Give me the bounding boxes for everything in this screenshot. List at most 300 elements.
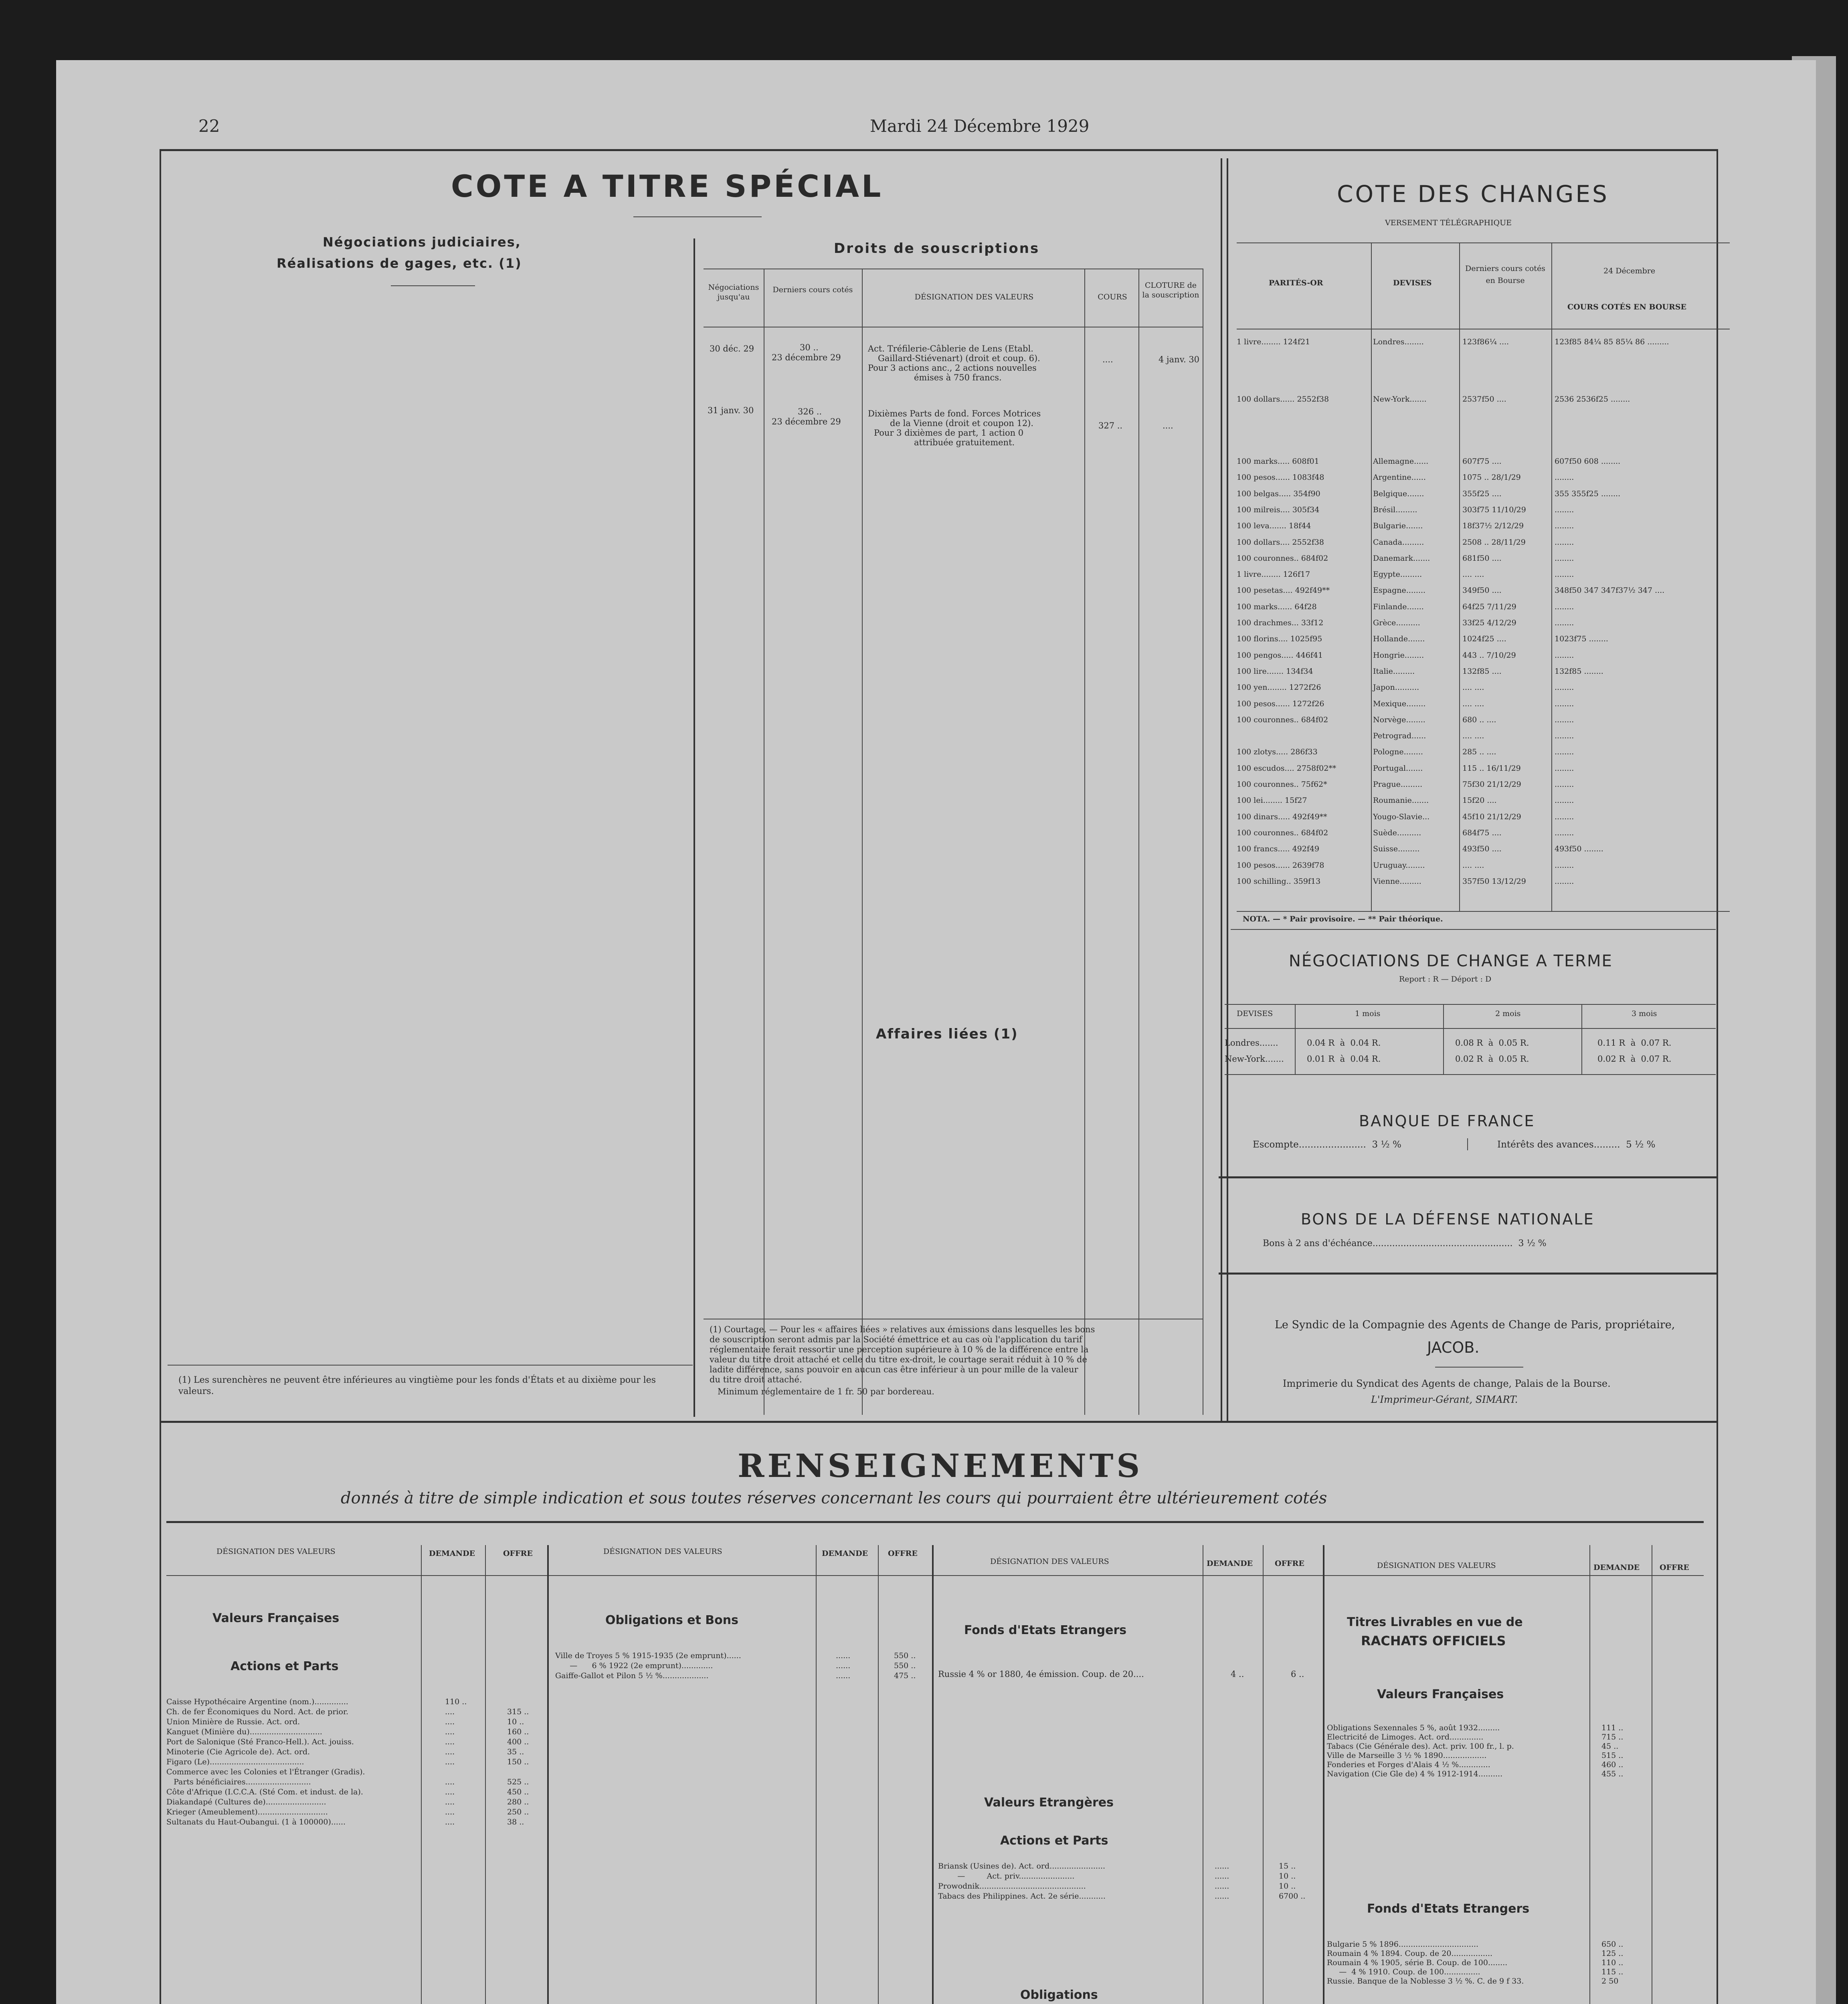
changes-row-cours: 607f50 608 ........ — [1555, 457, 1621, 466]
changes-row-cours: ........ — [1555, 764, 1574, 773]
c2-row-demande: ...... — [836, 1651, 851, 1660]
renseignements-title: RENSEIGNEMENTS — [738, 1447, 1143, 1485]
c4-row-name: Tabacs (Cie Générale des). Act. priv. 100 fr., l. p. — [1327, 1742, 1514, 1751]
c4-header-demande: DEMANDE — [1593, 1563, 1640, 1572]
changes-row-parite: 100 francs..... 492f49 — [1237, 844, 1320, 853]
changes-row-devise: New-York....... — [1373, 395, 1427, 404]
c1-row-name: Minoterie (Cie Agricole de). Act. ord. — [166, 1747, 310, 1756]
c4-heading-titres: Titres Livrables en vue de — [1347, 1615, 1523, 1629]
changes-row-dernier: 357f50 13/12/29 — [1462, 877, 1526, 886]
changes-col-div-2 — [1459, 242, 1460, 911]
c1-row-offre: 35 .. — [507, 1747, 524, 1756]
c1-row-offre: 280 .. — [507, 1798, 529, 1806]
changes-row-parite: 100 dollars.... 2552f38 — [1237, 538, 1324, 547]
changes-col-div-1 — [1371, 242, 1372, 911]
changes-row-devise: Yougo-Slavie... — [1373, 812, 1430, 821]
rens-col-div-3 — [1323, 1545, 1324, 2004]
c2-o-div — [878, 1545, 879, 2004]
c1-header-offre: OFFRE — [503, 1549, 533, 1558]
c4-row-name: Obligations Sexennales 5 %, août 1932......... — [1327, 1723, 1500, 1732]
changes-row-devise: Bulgarie....... — [1373, 521, 1423, 530]
terme-col-2mois: 2 mois — [1495, 1009, 1521, 1018]
c1-row-demande: .... — [445, 1737, 455, 1746]
c1-header-desig: DÉSIGNATION DES VALEURS — [216, 1547, 336, 1556]
changes-row-parite: 100 yen........ 1272f26 — [1237, 683, 1321, 692]
changes-row-parite: 100 marks..... 608f01 — [1237, 457, 1319, 466]
c1-row-name: Figaro (Le)....................................... — [166, 1758, 304, 1766]
c1-row-demande: .... — [445, 1808, 455, 1816]
changes-title: COTE DES CHANGES — [1337, 180, 1609, 208]
changes-row-devise: Prague......... — [1373, 780, 1423, 789]
changes-row-cours: ........ — [1555, 602, 1574, 611]
c1-heading-valeurs: Valeurs Françaises — [212, 1611, 340, 1625]
c2-header-offre: OFFRE — [888, 1549, 918, 1558]
c3-action-row-name: — Act. priv....................... — [938, 1872, 1075, 1881]
c2-row-name: Gaiffe-Gallot et Pilon 5 ½ %................... — [555, 1671, 709, 1680]
changes-row-dernier: 1024f25 .... — [1462, 634, 1506, 643]
changes-row-cours: ........ — [1555, 747, 1574, 756]
terme-header-bottom — [1225, 1028, 1716, 1029]
droits-row-2-desig-1: Dixièmes Parts de fond. Forces Motrices — [868, 409, 1041, 418]
droits-row-1-last-date: 23 décembre 29 — [772, 353, 841, 362]
changes-row-devise: Londres........ — [1373, 337, 1424, 346]
changes-row-cours: 355 355f25 ........ — [1555, 489, 1621, 498]
c1-row-offre: 525 .. — [507, 1778, 529, 1786]
changes-row-cours: ........ — [1555, 651, 1574, 660]
changes-col-devises: DEVISES — [1393, 279, 1432, 287]
changes-row-cours: ........ — [1555, 473, 1574, 482]
c2-row-name: Ville de Troyes 5 % 1915-1935 (2e emprunt)...... — [555, 1651, 741, 1660]
droits-row-1-desig-4: émises à 750 francs. — [914, 373, 1002, 382]
c4-header-desig: DÉSIGNATION DES VALEURS — [1377, 1561, 1496, 1570]
changes-row-dernier: 115 .. 16/11/29 — [1462, 764, 1521, 773]
droits-col-cours: COURS — [1098, 293, 1127, 301]
changes-row-parite: 100 couronnes.. 684f02 — [1237, 554, 1328, 563]
changes-row-parite: 1 livre........ 126f17 — [1237, 570, 1310, 579]
changes-row-devise: Danemark....... — [1373, 554, 1430, 563]
changes-row-devise: Portugal....... — [1373, 764, 1423, 773]
changes-row-parite: 100 milreis.... 305f34 — [1237, 505, 1320, 514]
c4-row-demande: 45 .. — [1601, 1742, 1619, 1751]
changes-nota: NOTA. — * Pair provisoire. — ** Pair théorique. — [1243, 915, 1443, 923]
c4-fonds-row-demande: 115 .. — [1601, 1968, 1624, 1976]
changes-row-devise: Hollande....... — [1373, 634, 1425, 643]
c4-fonds-row-name: Roumain 4 % 1894. Coup. de 20................. — [1327, 1949, 1493, 1958]
c3-russie-name: Russie 4 % or 1880, 4e émission. Coup. de 20.... — [938, 1669, 1144, 1679]
droits-row-1-desig-2: Gaillard-Stiévenart) (droit et coup. 6). — [878, 354, 1040, 363]
terme-row-1-2mois: 0.08 R à 0.05 R. — [1455, 1038, 1529, 1048]
changes-row-devise: Vienne......... — [1373, 877, 1421, 886]
c4-d-div — [1589, 1545, 1590, 2004]
rens-col-div-1 — [547, 1545, 549, 2004]
changes-row-devise: Grèce.......... — [1373, 618, 1420, 627]
changes-row-parite: 100 pesetas.... 492f49** — [1237, 586, 1330, 595]
changes-row-parite: 100 pesos...... 1083f48 — [1237, 473, 1324, 482]
c1-o-div — [485, 1545, 486, 2004]
changes-row-dernier: 33f25 4/12/29 — [1462, 618, 1516, 627]
changes-row-devise: Espagne........ — [1373, 586, 1426, 595]
changes-row-devise: Finlande....... — [1373, 602, 1424, 611]
rens-col-div-2 — [932, 1545, 934, 2004]
c1-row-offre: 160 .. — [507, 1727, 529, 1736]
droits-left-rule — [694, 238, 695, 1417]
negociations-line-2: Réalisations de gages, etc. (1) — [277, 256, 522, 271]
changes-row-parite: 100 escudos.... 2758f02** — [1237, 764, 1336, 773]
courtage-line-1: (1) Courtage. — Pour les « affaires liées » relatives aux émissions dans lesquelles les bons — [710, 1325, 1095, 1334]
left-rule — [160, 149, 161, 2004]
changes-row-cours: 493f50 ........ — [1555, 844, 1603, 853]
c1-row-demande: .... — [445, 1758, 455, 1766]
footnote-rule — [168, 1365, 693, 1366]
changes-row-dernier: .... .... — [1462, 570, 1484, 579]
changes-row-devise: Argentine...... — [1373, 473, 1426, 482]
changes-row-parite: 100 belgas..... 354f90 — [1237, 489, 1320, 498]
c3-heading-valeurs-etrangeres: Valeurs Etrangères — [984, 1796, 1114, 1810]
changes-row-dernier: 355f25 .... — [1462, 489, 1502, 498]
terme-col-div-2 — [1443, 1004, 1444, 1074]
terme-row-2-1mois: 0.01 R à 0.04 R. — [1307, 1054, 1381, 1064]
changes-row-cours: 123f85 84¼ 85 85¼ 86 ......... — [1555, 337, 1669, 346]
c1-row-demande: .... — [445, 1707, 455, 1716]
c1-row-demande: .... — [445, 1788, 455, 1796]
changes-row-dernier: 1075 .. 28/1/29 — [1462, 473, 1521, 482]
droits-row-2-cours: 327 .. — [1098, 421, 1123, 430]
c2-row-offre: 475 .. — [894, 1671, 916, 1680]
surencheres-footnote: (1) Les surenchères ne peuvent être inférieures au vingtième pour les fonds d'États et au dixième pour les valeurs. — [178, 1375, 656, 1396]
changes-table-bottom — [1237, 911, 1730, 912]
changes-row-dernier: 18f37½ 2/12/29 — [1462, 521, 1524, 530]
changes-col-date: 24 Décembre — [1603, 267, 1656, 275]
c1-row-offre: 250 .. — [507, 1808, 529, 1816]
c1-header-demande: DEMANDE — [429, 1549, 475, 1558]
droits-row-2-date: 31 janv. 30 — [708, 406, 754, 415]
c1-row-offre: 450 .. — [507, 1788, 529, 1796]
droits-title: Droits de souscriptions — [834, 240, 1040, 257]
banque-rule — [1219, 1176, 1718, 1178]
changes-row-cours: ........ — [1555, 780, 1574, 789]
droits-row-1-desig-3: Pour 3 actions anc., 2 actions nouvelles — [868, 363, 1037, 373]
changes-row-dernier: 684f75 .... — [1462, 828, 1502, 837]
changes-row-dernier: 2508 .. 28/11/29 — [1462, 538, 1526, 547]
changes-col-div-3 — [1551, 242, 1552, 911]
terme-col-div-1 — [1295, 1004, 1296, 1074]
c1-row-offre: 38 .. — [507, 1818, 524, 1826]
c1-row-name: Caisse Hypothécaire Argentine (nom.).............. — [166, 1697, 348, 1706]
changes-row-dernier: 2537f50 .... — [1462, 395, 1506, 404]
changes-subtitle: VERSEMENT TÉLÉGRAPHIQUE — [1385, 218, 1512, 227]
changes-row-parite: 100 lire....... 134f34 — [1237, 667, 1313, 676]
c3-action-row-name: Prowodnik............................................ — [938, 1882, 1086, 1891]
c3-action-row-demande: ...... — [1215, 1862, 1229, 1871]
changes-row-cours: 2536 2536f25 ........ — [1555, 395, 1630, 404]
c4-fonds-row-name: Bulgarie 5 % 1896................................. — [1327, 1940, 1479, 1949]
terme-col-3mois: 3 mois — [1632, 1009, 1657, 1018]
c4-fonds-row-demande: 110 .. — [1601, 1958, 1624, 1967]
changes-row-dernier: 680 .. .... — [1462, 715, 1496, 724]
c3-action-row-demande: ...... — [1215, 1892, 1229, 1901]
c3-action-row-offre: 10 .. — [1279, 1882, 1296, 1891]
changes-row-dernier: .... .... — [1462, 683, 1484, 692]
terme-col-1mois: 1 mois — [1355, 1009, 1381, 1018]
changes-row-devise: Canada......... — [1373, 538, 1424, 547]
changes-col-derniers: Derniers cours cotés en Bourse — [1465, 264, 1545, 285]
changes-row-parite: 100 dinars..... 492f49** — [1237, 812, 1327, 821]
c4-row-name: Navigation (Cie Gle de) 4 % 1912-1914.......... — [1327, 1770, 1503, 1778]
changes-row-parite: 100 florins.... 1025f95 — [1237, 634, 1322, 643]
changes-row-devise: Hongrie........ — [1373, 651, 1424, 660]
changes-row-cours: ........ — [1555, 699, 1574, 708]
terme-row-2-3mois: 0.02 R à 0.07 R. — [1597, 1054, 1672, 1064]
changes-row-parite: 100 leva....... 18f44 — [1237, 521, 1311, 530]
c1-d-div — [421, 1545, 422, 2004]
c3-russie-offre: 6 .. — [1291, 1669, 1304, 1679]
changes-row-cours: ........ — [1555, 570, 1574, 579]
droits-col-cloture: CLOTURE de la souscription — [1142, 281, 1199, 299]
c1-row-offre: 400 .. — [507, 1737, 529, 1746]
courtage-line-4: valeur du titre droit attaché et celle du titre ex-droit, le courtage serait réduit à 10 % de — [710, 1355, 1087, 1364]
terme-row-2-devise: New-York....... — [1225, 1054, 1284, 1064]
changes-row-dernier: 45f10 21/12/29 — [1462, 812, 1521, 821]
c1-row-name: Ch. de fer Économiques du Nord. Act. de prior. — [166, 1707, 348, 1716]
c2-d-div — [816, 1545, 817, 2004]
droits-col-derniers: Derniers cours cotés — [772, 285, 853, 294]
changes-header-top — [1237, 242, 1730, 243]
banque-escompte: Escompte....................... 3 ½ % — [1253, 1139, 1401, 1150]
c3-action-row-demande: ...... — [1215, 1872, 1229, 1881]
cote-special-title: COTE A TITRE SPÉCIAL — [451, 168, 884, 204]
c1-row-offre: 150 .. — [507, 1758, 529, 1766]
changes-row-devise: Suède.......... — [1373, 828, 1421, 837]
changes-row-cours: ........ — [1555, 828, 1574, 837]
changes-row-dernier: 303f75 11/10/29 — [1462, 505, 1526, 514]
c4-row-demande: 515 .. — [1601, 1751, 1624, 1760]
droits-row-2-desig-3: Pour 3 dixièmes de part, 1 action 0 — [874, 428, 1024, 438]
changes-row-devise: Roumanie....... — [1373, 796, 1429, 805]
changes-row-devise: Suisse......... — [1373, 844, 1420, 853]
c3-header-desig: DÉSIGNATION DES VALEURS — [990, 1557, 1109, 1566]
changes-row-parite: 100 couronnes.. 684f02 — [1237, 715, 1328, 724]
c3-action-row-offre: 6700 .. — [1279, 1892, 1306, 1901]
right-rule — [1717, 149, 1718, 2004]
c1-heading-actions: Actions et Parts — [230, 1659, 339, 1673]
c1-row-demande: .... — [445, 1717, 455, 1726]
droits-row-2-desig-4: attribuée gratuitement. — [914, 438, 1015, 447]
droits-row-1-date: 30 déc. 29 — [710, 344, 754, 354]
droits-row-1-last: 30 .. — [800, 343, 819, 352]
changes-row-cours: ........ — [1555, 538, 1574, 547]
c4-row-name: Ville de Marseille 3 ½ % 1890.................. — [1327, 1751, 1487, 1760]
c1-row-name: Diakandapé (Cultures de)......................... — [166, 1798, 326, 1806]
title-underline — [633, 216, 762, 217]
courtage-line-3: réglementaire ferait ressortir une perception supérieure à 10 % de la différence entre la — [710, 1345, 1089, 1354]
changes-row-dernier: 132f85 .... — [1462, 667, 1502, 676]
c3-header-offre: OFFRE — [1275, 1559, 1304, 1568]
c4-heading-rachats: RACHATS OFFICIELS — [1361, 1633, 1506, 1648]
c2-row-offre: 550 .. — [894, 1661, 916, 1670]
droits-row-2-cloture: .... — [1163, 421, 1173, 430]
changes-row-cours: ........ — [1555, 861, 1574, 870]
changes-row-devise: Brésil......... — [1373, 505, 1417, 514]
changes-row-devise: Pologne........ — [1373, 747, 1423, 756]
changes-row-parite: 100 drachmes... 33f12 — [1237, 618, 1324, 627]
c3-action-row-offre: 15 .. — [1279, 1862, 1296, 1871]
c3-heading-obligations: Obligations — [1020, 1988, 1098, 2002]
terme-header-top — [1225, 1004, 1716, 1005]
bons-rule — [1219, 1273, 1718, 1275]
changes-divider-2 — [1227, 158, 1228, 1421]
bons-line: Bons à 2 ans d'échéance.................................................. 3 ½ % — [1263, 1238, 1547, 1248]
changes-row-devise: Belgique....... — [1373, 489, 1424, 498]
changes-row-cours: 348f50 347 347f37½ 347 .... — [1555, 586, 1665, 595]
c4-fonds-row-name: — 4 % 1910. Coup. de 100............... — [1327, 1968, 1480, 1976]
terme-title: NÉGOCIATIONS DE CHANGE A TERME — [1289, 952, 1613, 970]
changes-row-cours: ........ — [1555, 618, 1574, 627]
courtage-line-7: Minimum réglementaire de 1 fr. 50 par bordereau. — [718, 1387, 934, 1396]
c1-row-name: Sultanats du Haut-Oubangui. (1 à 100000)...... — [166, 1818, 346, 1826]
changes-row-dernier: 285 .. .... — [1462, 747, 1496, 756]
courtage-line-2: de souscription seront admis par la Société émettrice et au cas où l'application du tarif — [710, 1335, 1082, 1344]
c3-russie-demande: 4 .. — [1231, 1669, 1244, 1679]
syndic-line-2: Imprimerie du Syndicat des Agents de change, Palais de la Bourse. — [1283, 1378, 1611, 1389]
c2-header-demande: DEMANDE — [822, 1549, 868, 1558]
c1-row-demande: .... — [445, 1818, 455, 1826]
changes-row-devise: Japon.......... — [1373, 683, 1419, 692]
renseignements-subtitle: donnés à titre de simple indication et sous toutes réserves concernant les cours qui pourraient être ultérieurement cotés — [341, 1489, 1327, 1507]
rens-header-rule — [166, 1521, 1704, 1523]
changes-row-dernier: 75f30 21/12/29 — [1462, 780, 1521, 789]
c2-row-demande: ...... — [836, 1661, 851, 1670]
changes-row-devise: Egypte......... — [1373, 570, 1422, 579]
banque-avances: Intérêts des avances......... 5 ½ % — [1497, 1139, 1656, 1150]
c1-row-offre: 315 .. — [507, 1707, 529, 1716]
c1-row-offre: 10 .. — [507, 1717, 524, 1726]
changes-row-dernier: .... .... — [1462, 699, 1484, 708]
c2-row-offre: 550 .. — [894, 1651, 916, 1660]
droits-row-1-desig-1: Act. Tréfilerie-Câblerie de Lens (Etabl. — [868, 344, 1033, 354]
rens-subheader-rule — [166, 1575, 1704, 1576]
c1-row-name: Port de Salonique (Sté Franco-Hell.). Act. jouiss. — [166, 1737, 354, 1746]
banque-divider — [1467, 1138, 1468, 1150]
terme-row-1-devise: Londres....... — [1225, 1038, 1278, 1048]
c1-row-name: Kanguet (Minière du).............................. — [166, 1727, 322, 1736]
c1-row-name: Commerce avec les Colonies et l'Étranger (Gradis). — [166, 1768, 365, 1776]
c3-heading-fonds: Fonds d'Etats Etrangers — [964, 1623, 1127, 1637]
changes-row-devise: Petrograd...... — [1373, 731, 1426, 740]
changes-row-cours: 132f85 ........ — [1555, 667, 1603, 676]
terme-row-1-3mois: 0.11 R à 0.07 R. — [1597, 1038, 1672, 1048]
c3-heading-actions: Actions et Parts — [1000, 1834, 1108, 1848]
page-date: Mardi 24 Décembre 1929 — [870, 116, 1090, 136]
c4-fonds-row-name: Roumain 4 % 1905, série B. Coup. de 100........ — [1327, 1958, 1508, 1967]
c4-fonds-row-demande: 2 50 — [1601, 1977, 1619, 1986]
c4-heading-valeurs-francaises: Valeurs Françaises — [1377, 1687, 1504, 1701]
c3-o-div — [1263, 1545, 1264, 2004]
changes-row-cours: ........ — [1555, 505, 1574, 514]
changes-row-parite: 1 livre........ 124f21 — [1237, 337, 1310, 346]
changes-row-cours: ........ — [1555, 521, 1574, 530]
c4-row-demande: 455 .. — [1601, 1770, 1624, 1778]
page-number: 22 — [198, 116, 220, 136]
c1-row-demande: 110 .. — [445, 1697, 467, 1706]
c4-header-offre: OFFRE — [1660, 1563, 1689, 1572]
c2-row-name: — 6 % 1922 (2e emprunt)............. — [555, 1661, 713, 1670]
banque-title: BANQUE DE FRANCE — [1359, 1112, 1535, 1130]
c2-header-desig: DÉSIGNATION DES VALEURS — [603, 1547, 722, 1556]
syndic-line-1: Le Syndic de la Compagnie des Agents de Change de Paris, propriétaire, — [1275, 1319, 1675, 1331]
c1-row-demande: .... — [445, 1798, 455, 1806]
c4-row-demande: 460 .. — [1601, 1760, 1624, 1769]
droits-row-2-desig-2: de la Vienne (droit et coupon 12). — [890, 418, 1034, 428]
changes-row-dernier: 443 .. 7/10/29 — [1462, 651, 1516, 660]
changes-row-parite: 100 couronnes.. 684f02 — [1237, 828, 1328, 837]
changes-row-parite: 100 lei........ 15f27 — [1237, 796, 1307, 805]
c3-action-row-name: Tabacs des Philippines. Act. 2e série........... — [938, 1892, 1106, 1901]
c1-row-demande: .... — [445, 1747, 455, 1756]
changes-row-cours: 1023f75 ........ — [1555, 634, 1608, 643]
c4-fonds-row-name: Russie. Banque de la Noblesse 3 ½ %. C. de 9 f 33. — [1327, 1977, 1524, 1986]
syndic-name: JACOB. — [1427, 1339, 1480, 1356]
droits-row-1-cloture: 4 janv. 30 — [1159, 355, 1200, 364]
c3-action-row-demande: ...... — [1215, 1882, 1229, 1891]
c4-heading-fonds: Fonds d'Etats Etrangers — [1367, 1902, 1530, 1916]
changes-row-parite: 100 dollars...... 2552f38 — [1237, 395, 1329, 404]
changes-row-parite: 100 marks...... 64f28 — [1237, 602, 1317, 611]
droits-col-designation: DÉSIGNATION DES VALEURS — [914, 293, 1034, 301]
changes-row-dernier: 349f50 .... — [1462, 586, 1502, 595]
droits-col-divider-2 — [862, 269, 863, 1415]
c4-row-demande: 111 .. — [1601, 1723, 1624, 1732]
changes-divider — [1221, 158, 1222, 1421]
changes-row-dernier: 15f20 .... — [1462, 796, 1497, 805]
nota-rule — [1231, 929, 1716, 930]
droits-col-divider-4 — [1138, 269, 1139, 1415]
courtage-line-6: du titre droit attaché. — [710, 1375, 802, 1384]
changes-row-cours: ........ — [1555, 683, 1574, 692]
changes-row-dernier: 123f86¼ .... — [1462, 337, 1509, 346]
changes-row-cours: ........ — [1555, 554, 1574, 563]
changes-row-dernier: .... .... — [1462, 861, 1484, 870]
negociations-line-1: Négociations judiciaires, — [323, 234, 521, 250]
terme-row-1-1mois: 0.04 R à 0.04 R. — [1307, 1038, 1381, 1048]
changes-row-devise: Italie......... — [1373, 667, 1415, 676]
neg-underline — [391, 285, 475, 286]
terme-table-bottom — [1225, 1074, 1716, 1075]
c4-fonds-row-demande: 125 .. — [1601, 1949, 1624, 1958]
changes-row-devise: Uruguay........ — [1373, 861, 1425, 870]
c1-row-demande: .... — [445, 1727, 455, 1736]
droits-row-1-cours: .... — [1102, 355, 1113, 364]
c1-row-name: Krieger (Ameublement)............................. — [166, 1808, 328, 1816]
terme-row-2-2mois: 0.02 R à 0.05 R. — [1455, 1054, 1529, 1064]
terme-subtitle: Report : R — Déport : D — [1399, 975, 1492, 984]
changes-col-parites: PARITÉS-OR — [1269, 279, 1323, 287]
c1-row-name: Union Minière de Russie. Act. ord. — [166, 1717, 300, 1726]
changes-row-dernier: 64f25 7/11/29 — [1462, 602, 1516, 611]
changes-row-dernier: .... .... — [1462, 731, 1484, 740]
changes-row-cours: ........ — [1555, 877, 1574, 886]
changes-row-cours: ........ — [1555, 731, 1574, 740]
changes-row-dernier: 607f75 .... — [1462, 457, 1502, 466]
droits-row-2-last-date: 23 décembre 29 — [772, 417, 841, 426]
courtage-line-5: ladite différence, sans pouvoir en aucun cas être inférieur à un pour mille de la valeur — [710, 1365, 1078, 1374]
changes-row-parite: 100 couronnes.. 75f62* — [1237, 780, 1327, 789]
c3-action-row-offre: 10 .. — [1279, 1872, 1296, 1881]
c4-row-name: Electricité de Limoges. Act. ord.............. — [1327, 1733, 1484, 1741]
changes-row-devise: Norvège........ — [1373, 715, 1425, 724]
changes-row-devise: Mexique........ — [1373, 699, 1426, 708]
affaires-liees-heading: Affaires liées (1) — [876, 1026, 1018, 1042]
changes-row-parite: 100 zlotys..... 286f33 — [1237, 747, 1318, 756]
